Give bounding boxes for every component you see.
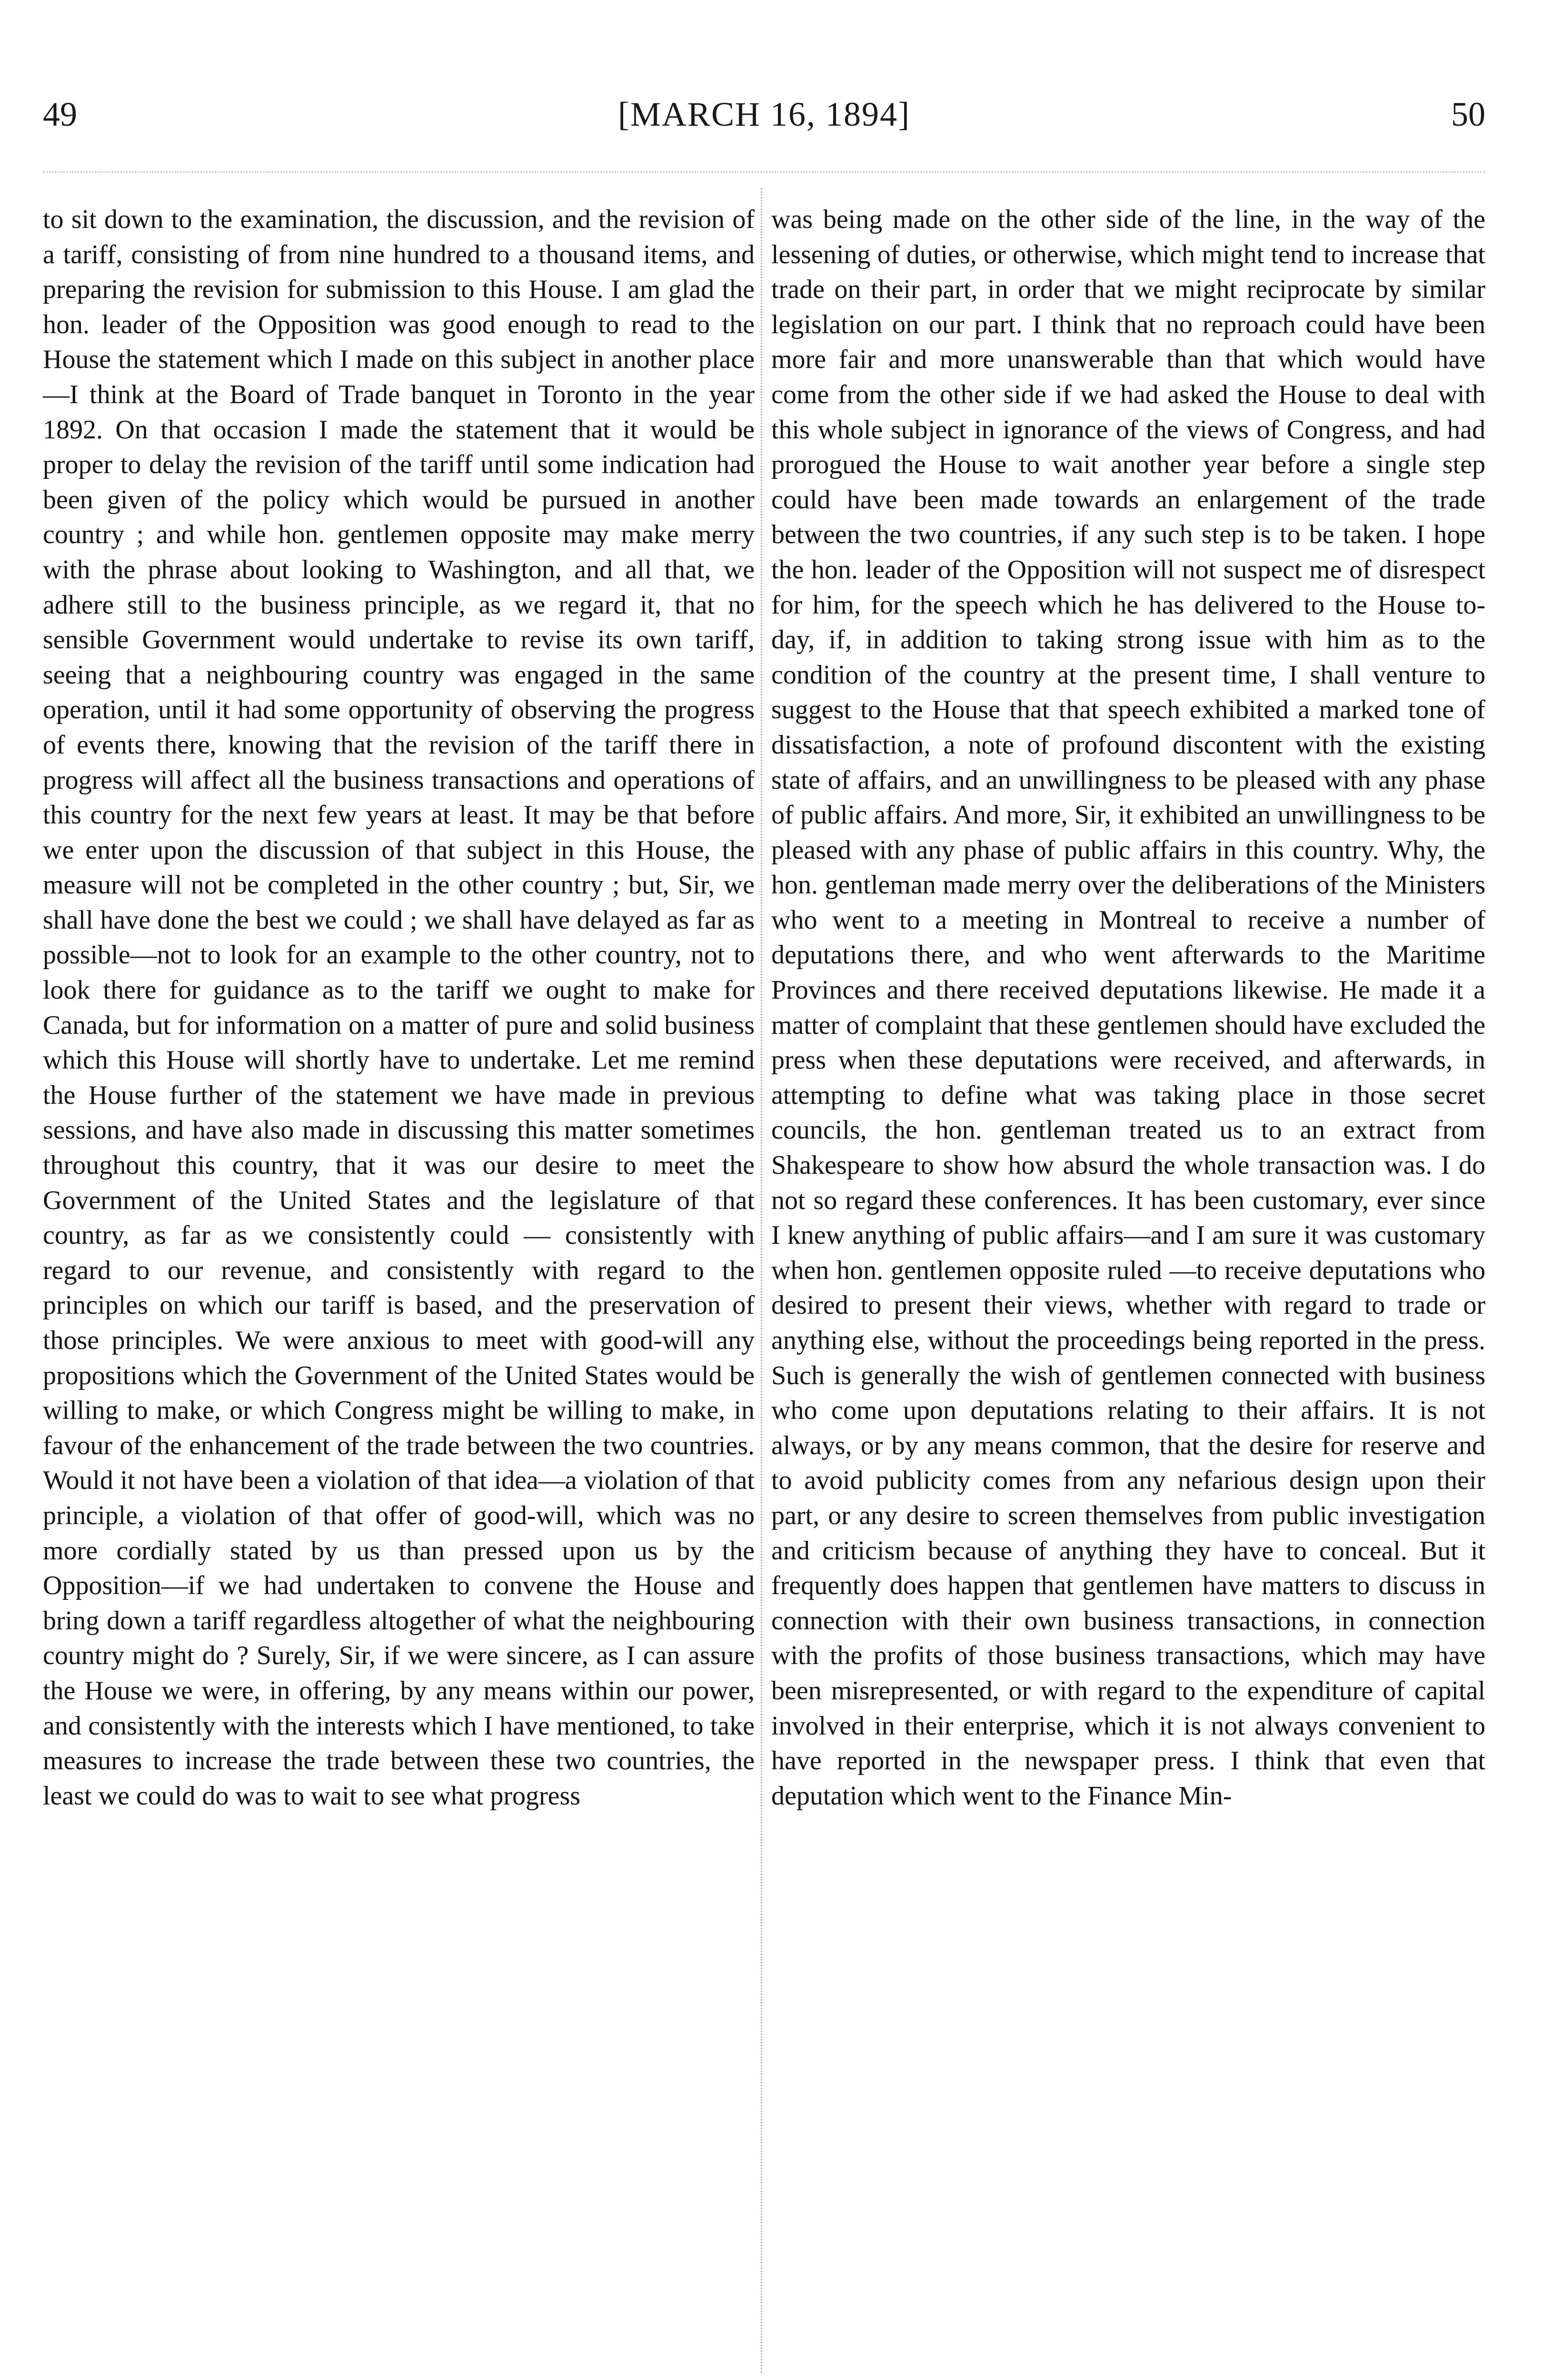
- left-page-number: 49: [43, 95, 77, 133]
- right-column-text: was being made on the other side of the line, in the way of the lessening of duties, or otherwise, which might tend to increase that trade on their part, in order that we might reciprocate by similar legislation on our part. I think that no reproach could have been more fair and more unanswerable than that which would have come from the other side if we had asked the House to deal with this whole subject in ignorance of the views of Congress, and had prorogued the House to wait another year before a single step could have been made towards an enlargement of the trade between the two countries, if any such step is to be taken. I hope the hon. leader of the Opposition will not suspect me of disrespect for him, for the speech which he has delivered to the House to-day, if, in addition to taking strong issue with him as to the condition of the country at the present time, I shall venture to suggest to the House that that speech exhibited a marked tone of dissatisfaction, a note of profound discontent with the existing state of affairs, and an unwillingness to be pleased with any phase of public affairs. And more, Sir, it exhibited an unwillingness to be pleased with any phase of public affairs in this country. Why, the hon. gentleman made merry over the deliberations of the Ministers who went to a meeting in Montreal to receive a number of deputations there, and who went afterwards to the Maritime Provinces and there received deputations likewise. He made it a matter of complaint that these gentlemen should have excluded the press when these deputations were received, and afterwards, in attempting to define what was taking place in those secret councils, the hon. gentleman treated us to an extract from Shakespeare to show how absurd the whole transaction was. I do not so regard these conferences. It has been customary, ever since I knew anything of public affairs—and I am sure it was customary when hon. gentlemen opposite ruled —to receive deputations who desired to present their views, whether with regard to trade or anything else, without the proceedings being reported in the press. Such is generally the wish of gentlemen connected with business who come upon deputations relating to their affairs. It is not always, or by any means common, that the desire for reserve and to avoid publicity comes from any nefarious design upon their part, or any desire to screen themselves from public investigation and criticism because of anything they have to conceal. But it frequently does happen that gentlemen have matters to discuss in connection with their own business transactions, in connection with the profits of those business transactions, which may have been misrepresented, or with regard to the expenditure of capital involved in their enterprise, which it is not always convenient to have reported in the newspaper press. I think that even that deputation which went to the Finance Min-: [771, 205, 1485, 1811]
- right-page-number: 50: [1451, 95, 1485, 133]
- right-column: [771, 202, 1485, 2380]
- left-column: [43, 202, 755, 2380]
- page-header: [43, 93, 1485, 136]
- header-rule: [43, 171, 1485, 173]
- column-divider: [761, 188, 762, 2373]
- page-date-heading: [MARCH 16, 1894]: [617, 95, 910, 133]
- left-column-text: to sit down to the examination, the discussion, and the revision of a tariff, consisting of from nine hundred to a thousand items, and preparing the revision for submission to this House. I am glad the hon. leader of the Opposition was good enough to read to the House the statement which I made on this subject in another place—I think at the Board of Trade banquet in Toronto in the year 1892. On that occasion I made the statement that it would be proper to delay the revision of the tariff until some indication had been given of the policy which would be pursued in another country ; and while hon. gentlemen opposite may make merry with the phrase about looking to Washington, and all that, we adhere still to the business principle, as we regard it, that no sensible Government would undertake to revise its own tariff, seeing that a neighbouring country was engaged in the same operation, until it had some opportunity of observing the progress of events there, knowing that the revision of the tariff there in progress will affect all the business transactions and operations of this country for the next few years at least. It may be that before we enter upon the discussion of that subject in this House, the measure will not be completed in the other country ; but, Sir, we shall have done the best we could ; we shall have delayed as far as possible—not to look for an example to the other country, not to look there for guidance as to the tariff we ought to make for Canada, but for information on a matter of pure and solid business which this House will shortly have to undertake. Let me remind the House further of the statement we have made in previous sessions, and have also made in discussing this matter sometimes throughout this country, that it was our desire to meet the Government of the United States and the legislature of that country, as far as we consistently could — consistently with regard to our revenue, and consistently with regard to the principles on which our tariff is based, and the preservation of those principles. We were anxious to meet with good-will any propositions which the Government of the United States would be willing to make, or which Congress might be willing to make, in favour of the enhancement of the trade between the two countries. Would it not have been a violation of that idea—a violation of that principle, a violation of that offer of good-will, which was no more cordially stated by us than pressed upon us by the Opposition—if we had undertaken to convene the House and bring down a tariff regardless altogether of what the neighbouring country might do ? Surely, Sir, if we were sincere, as I can assure the House we were, in offering, by any means within our power, and consistently with the interests which I have mentioned, to take measures to increase the trade between these two countries, the least we could do was to wait to see what progress: [43, 205, 755, 1811]
